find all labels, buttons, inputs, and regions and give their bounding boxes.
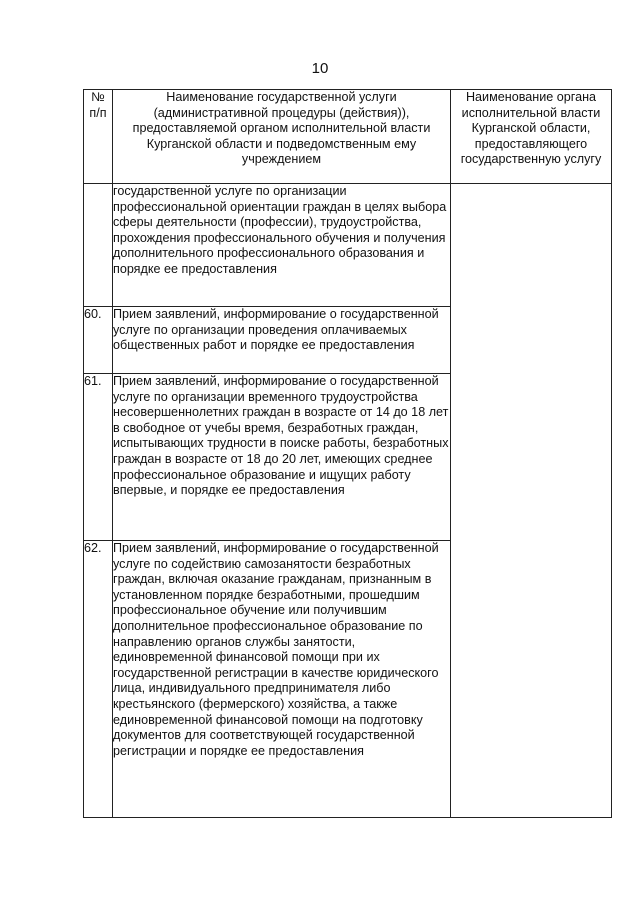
row-service-name: Прием заявлений, информирование о государственной услуге по организации временного трудоустройства несовершеннолетних граждан в возрасте от 14 до 18 лет в свободное от учебы время, безработных граждан, испытывающих трудности в поиске работы, безработных граждан в возрасте от 18 до 20 лет, имеющих среднее профессиональное образование и ищущих работу впервые, и порядке ее предоставления (113, 374, 451, 541)
row-service-name: государственной услуге по организации профессиональной ориентации граждан в целях выбора сферы деятельности (профессии), трудоустройства, прохождения профессионального обучения и получения дополнительного профессионального образования и порядке ее предоставления (113, 184, 451, 307)
row-number: 61. (84, 374, 113, 541)
table-row (84, 184, 612, 307)
organ-name-cell (451, 184, 612, 818)
header-number (84, 90, 113, 184)
row-number: 60. (84, 307, 113, 374)
services-table (83, 89, 612, 818)
header-organ-name (451, 90, 612, 184)
row-number: 62. (84, 541, 113, 818)
header-organ-name-label: Наименование органа исполнительной власти Курганской области, предоставляющего государственную услугу (460, 90, 602, 167)
header-service-name (113, 90, 451, 184)
row-service-name: Прием заявлений, информирование о государственной услуге по содействию самозанятости безработных граждан, включая оказание гражданам, признанным в установленном порядке безработными, прошедшим профессиональное обучение или получившим дополнительное профессиональное образование по направлению органов службы занятости, единовременной финансовой помощи при их государственной регистрации в качестве юридического лица, индивидуального предпринимателя либо крестьянского (фермерского) хозяйства, а также единовременной финансовой помощи на подготовку документов для соответствующей государственной регистрации и порядке ее предоставления (113, 541, 451, 818)
header-number-label: № п/п (89, 90, 107, 120)
table-header-row (84, 90, 612, 184)
header-service-name-label: Наименование государственной услуги (административной процедуры (действия)), предоставляемой органом исполнительной власти Курганской области и подведомственным ему учреждением (132, 90, 431, 167)
row-service-name: Прием заявлений, информирование о государственной услуге по организации проведения оплачиваемых общественных работ и порядке ее предоставления (113, 307, 451, 374)
page-number: 10 (311, 60, 329, 77)
row-number (84, 184, 113, 307)
